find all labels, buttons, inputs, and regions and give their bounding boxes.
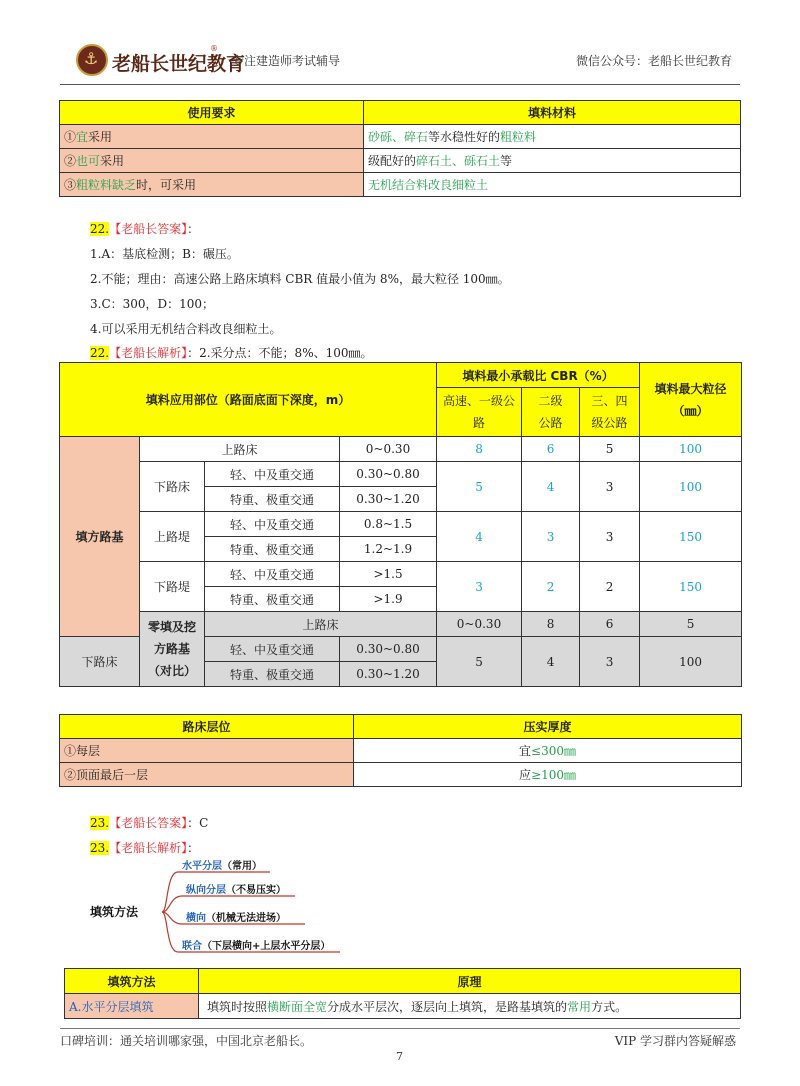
table-row: 下路床 轻、中及重交通 0.30~0.80 5 4 3 100 [60,462,742,487]
brand-logo [76,44,246,78]
table-row: 填方路基 上路床 0~0.30 8 6 5 100 [60,437,742,462]
mindmap-branch: 水平分层（常用） [182,861,262,872]
table-row: 上路堤 轻、中及重交通 0.8~1.5 4 3 3 150 [60,512,742,537]
logo-text: 老船长世纪教育 [112,53,246,75]
q22-answer-line: 2.不能；理由：高速公路上路床填料 CBR 值最小值为 8%，最大粒径 100㎜。 [90,272,510,286]
table-row: 特重、极重交通 1.2~1.9 [60,537,742,562]
table-header: 三、四级公路 [580,388,640,437]
table-row: 特重、极重交通 0.30~1.20 [60,662,742,687]
table-header: 压实厚度 [354,715,742,739]
footer-divider [60,1028,740,1029]
mindmap-branch: 横向（机械无法进场） [186,913,286,924]
page-number: 7 [396,1050,403,1063]
table-header: 二级公路 [522,388,580,437]
q22-answer-line: 1.A：基底检测；B：碾压。 [90,247,239,261]
table-header: 原理 [199,969,741,994]
footer-left: 口碑培训：通关培训哪家强，中国北京老船长。 [60,1034,313,1048]
table-header: 填料材料 [364,101,741,125]
table-header: 使用要求 [60,101,364,125]
table-header: 填料应用部位（路面底面下深度，m） [60,363,437,437]
fill-material-table [59,100,741,197]
table-header: 填筑方法 [65,969,199,994]
table-row: ①每层 宜≤300㎜ [60,739,742,763]
footer-right: VIP 学习群内答疑解惑 [614,1034,736,1048]
mindmap-root: 填筑方法 [90,905,139,919]
q22-answer-line: 3.C：300，D：100； [90,297,215,311]
q22-analysis-heading: 22.【老船长解析】：2.采分点：不能；8%、100㎜。 [90,346,373,360]
q23-answer-heading: 23.【老船长答案】：C [90,816,209,830]
table-row: 零填及挖方路基（对比） 上路床 0~0.30 8 6 5 [60,612,742,637]
table-row: 下路堤 轻、中及重交通 >1.5 3 2 2 150 [60,562,742,587]
table-header: 填料最小承载比 CBR（%） [437,363,640,388]
compaction-table [59,714,742,787]
table-row: 特重、极重交通 >1.9 [60,587,742,612]
q22-answer-heading: 22.【老船长答案】： [90,222,200,236]
table-row: ③粗粒料缺乏时，可采用 无机结合料改良细粒土 [60,173,741,197]
table-row: A.水平分层填筑 填筑时按照横断面全宽分成水平层次，逐层向上填筑，是路基填筑的常用方式。 [65,994,741,1019]
fill-method-table [64,968,741,1019]
table-row: ②顶面最后一层 应≥100㎜ [60,763,742,787]
registered-mark: ® [210,44,218,53]
table-row: ①宜采用 砂砾、碎石等水稳性好的粗粒料 [60,125,741,149]
mindmap-branch: 联合（下层横向+上层水平分层） [182,941,331,952]
header-slogan: 专注建造师考试辅导 [232,54,341,68]
header-divider [60,84,740,85]
table-row: 特重、极重交通 0.30~1.20 [60,487,742,512]
table-header: 路床层位 [60,715,354,739]
table-header: 高速、一级公路 [437,388,522,437]
header-wechat: 微信公众号：老船长世纪教育 [575,54,732,68]
fill-method-mindmap [90,858,390,970]
mindmap-branch: 纵向分层（不易压实） [186,885,286,896]
cbr-table [59,362,742,687]
anchor-logo-icon [76,44,108,76]
table-row: 下路床 轻、中及重交通 0.30~0.80 5 4 3 100 [60,637,742,662]
table-header: 填料最大粒径（㎜） [640,363,742,437]
table-row: ②也可采用 级配好的碎石土、砾石土等 [60,149,741,173]
q23-analysis-heading: 23.【老船长解析】： [90,841,200,855]
q22-answer-line: 4.可以采用无机结合料改良细粒土。 [90,322,282,336]
